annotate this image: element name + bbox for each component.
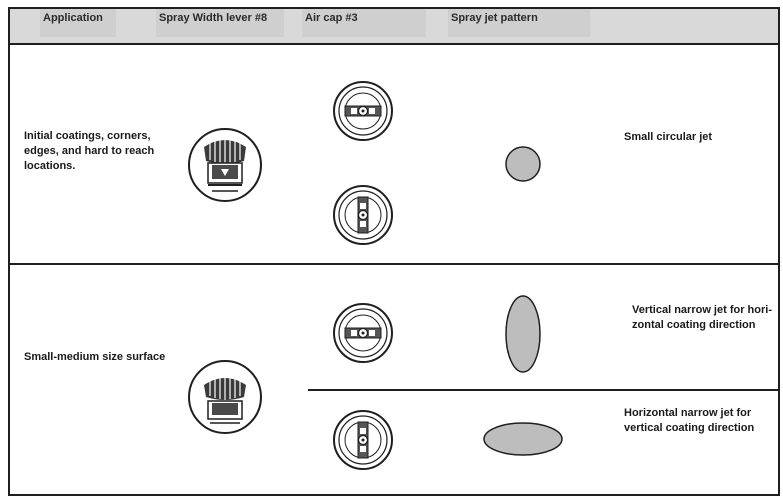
header-spray-width-lever: Spray Width lever #8 (156, 9, 284, 37)
spray-width-lever-icon (186, 359, 264, 435)
sub-row-divider (308, 389, 778, 391)
header-application: Application (40, 9, 116, 37)
header-spray-jet-pattern: Spray jet pattern (448, 9, 590, 37)
air-cap-icon (332, 409, 394, 471)
header-air-cap: Air cap #3 (302, 9, 426, 37)
table-header (10, 9, 778, 45)
air-cap-icon (332, 184, 394, 246)
application-text: Small-medium size surface (24, 351, 166, 363)
air-cap-icon (332, 302, 394, 364)
row-divider (10, 263, 778, 265)
pattern-label: Small circular jet (624, 131, 713, 143)
air-cap-icon (332, 80, 394, 142)
spray-pattern-circle (504, 145, 542, 183)
pattern-label: Vertical narrow jet for hori-zontal coating direction (632, 304, 772, 331)
application-text: Initial coatings, corners, edges, and hard to reach locations. (24, 130, 155, 172)
spray-width-lever-icon (186, 127, 264, 203)
spray-pattern-horizontal-ellipse (482, 421, 564, 457)
spray-settings-table (8, 7, 780, 496)
spray-pattern-vertical-ellipse (504, 294, 542, 374)
pattern-label: Horizontal narrow jet for vertical coating direction (624, 407, 755, 434)
